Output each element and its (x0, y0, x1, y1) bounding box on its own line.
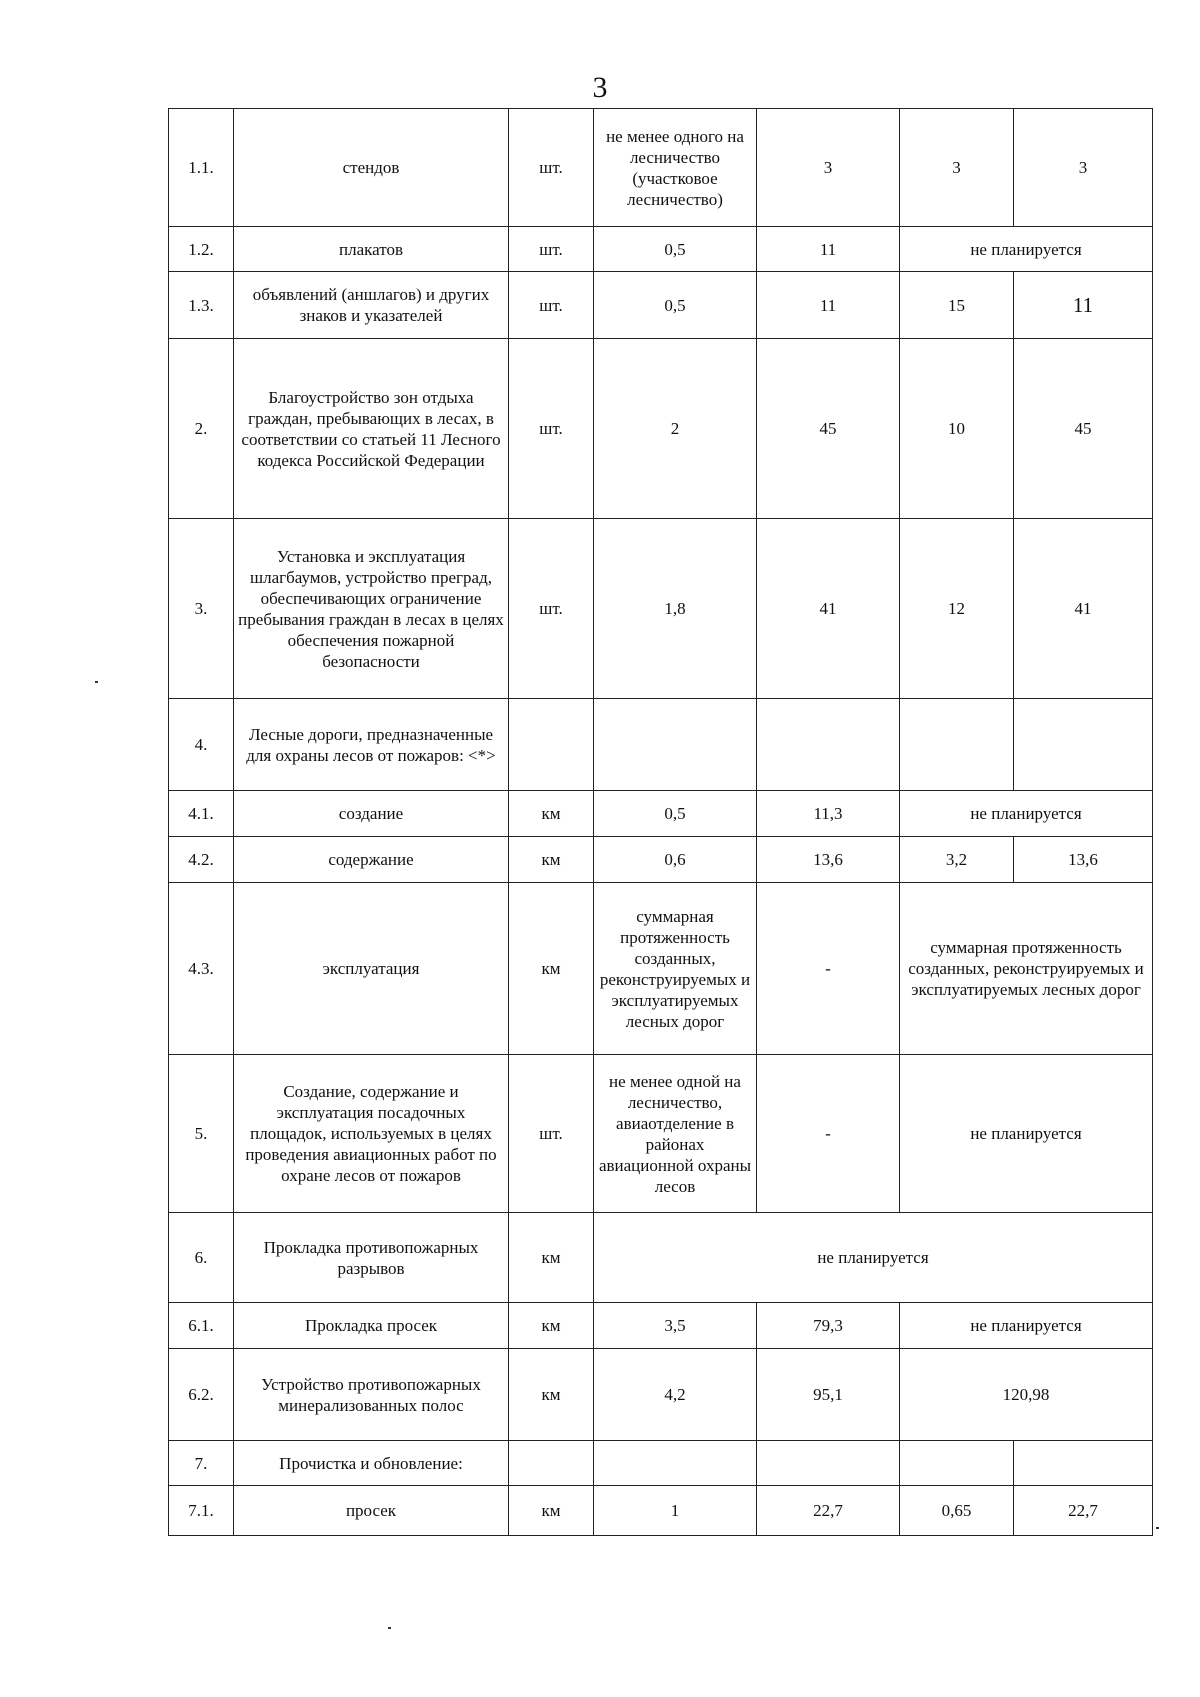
row-norm: 0,6 (594, 837, 757, 883)
row-unit: шт. (509, 1055, 594, 1213)
row-number: 1.1. (169, 109, 234, 227)
table-row (169, 1486, 1153, 1536)
row-unit (509, 699, 594, 791)
forest-measures-table (168, 108, 1153, 1536)
row-name: Прокладка просек (234, 1303, 509, 1349)
row-norm: 0,5 (594, 791, 757, 837)
row-value-3: 3 (1014, 109, 1153, 227)
table-row (169, 1213, 1153, 1303)
row-unit (509, 1441, 594, 1486)
row-norm (594, 699, 757, 791)
table-row (169, 699, 1153, 791)
table-row (169, 109, 1153, 227)
table-row (169, 1441, 1153, 1486)
row-name: Прокладка противопожарных разрывов (234, 1213, 509, 1303)
row-value-1: - (757, 883, 900, 1055)
row-number: 4.3. (169, 883, 234, 1055)
table-row (169, 519, 1153, 699)
row-unit: шт. (509, 519, 594, 699)
row-value-3: 41 (1014, 519, 1153, 699)
row-number: 1.2. (169, 227, 234, 272)
row-number: 7. (169, 1441, 234, 1486)
row-unit: км (509, 1486, 594, 1536)
row-value-2: 15 (900, 272, 1014, 339)
table-row (169, 1303, 1153, 1349)
row-value-1: 79,3 (757, 1303, 900, 1349)
row-unit: км (509, 1349, 594, 1441)
row-value-3: 45 (1014, 339, 1153, 519)
row-norm: 0,5 (594, 272, 757, 339)
row-name: Устройство противопожарных минерализованных полос (234, 1349, 509, 1441)
row-value-1: 3 (757, 109, 900, 227)
row-number: 1.3. (169, 272, 234, 339)
row-number: 4.1. (169, 791, 234, 837)
row-merged-value: не планируется (900, 1055, 1153, 1213)
row-norm: 1,8 (594, 519, 757, 699)
row-name: Создание, содержание и эксплуатация посадочных площадок, используемых в целях проведения авиационных работ по охране лесов от пожаров (234, 1055, 509, 1213)
scan-speck (388, 1627, 391, 1629)
row-value-1: 11 (757, 227, 900, 272)
row-norm: не менее одной на лесничество, авиаотделение в районах авиационной охраны лесов (594, 1055, 757, 1213)
row-value-1: 22,7 (757, 1486, 900, 1536)
row-name: просек (234, 1486, 509, 1536)
row-norm: 3,5 (594, 1303, 757, 1349)
row-number: 7.1. (169, 1486, 234, 1536)
table-row (169, 1349, 1153, 1441)
row-unit: шт. (509, 339, 594, 519)
row-merged-value: не планируется (900, 1303, 1153, 1349)
row-norm: не менее одного на лесничество (участковое лесничество) (594, 109, 757, 227)
row-name: Прочистка и обновление: (234, 1441, 509, 1486)
row-value-1: - (757, 1055, 900, 1213)
page-number: 3 (592, 71, 608, 104)
table-row (169, 272, 1153, 339)
row-merged-value: не планируется (900, 791, 1153, 837)
row-value-1: 95,1 (757, 1349, 900, 1441)
row-name: стендов (234, 109, 509, 227)
row-value-2 (900, 1441, 1014, 1486)
row-number: 6.1. (169, 1303, 234, 1349)
row-value-3: 13,6 (1014, 837, 1153, 883)
row-norm: суммарная протяженность созданных, реконструируемых и эксплуатируемых лесных дорог (594, 883, 757, 1055)
row-value-1 (757, 1441, 900, 1486)
row-value-1 (757, 699, 900, 791)
row-name: Лесные дороги, предназначенные для охраны лесов от пожаров: <*> (234, 699, 509, 791)
table-row (169, 837, 1153, 883)
row-name: создание (234, 791, 509, 837)
row-value-3: 11 (1014, 272, 1153, 339)
row-name: плакатов (234, 227, 509, 272)
row-name: Благоустройство зон отдыха граждан, пребывающих в лесах, в соответствии со статьей 11 Лесного кодекса Российской Федерации (234, 339, 509, 519)
row-unit: шт. (509, 272, 594, 339)
table-row (169, 227, 1153, 272)
row-value-2: 0,65 (900, 1486, 1014, 1536)
row-value-1: 41 (757, 519, 900, 699)
table-row (169, 1055, 1153, 1213)
row-number: 6. (169, 1213, 234, 1303)
row-norm: 1 (594, 1486, 757, 1536)
table-row (169, 883, 1153, 1055)
row-unit: шт. (509, 227, 594, 272)
row-value-3 (1014, 699, 1153, 791)
row-norm: 0,5 (594, 227, 757, 272)
row-value-3: 22,7 (1014, 1486, 1153, 1536)
table-row (169, 791, 1153, 837)
row-number: 4.2. (169, 837, 234, 883)
row-name: содержание (234, 837, 509, 883)
row-unit: км (509, 1303, 594, 1349)
row-value-1: 11 (757, 272, 900, 339)
row-name: Установка и эксплуатация шлагбаумов, устройство преград, обеспечивающих ограничение пребывания граждан в лесах в целях обеспечения пожарной безопасности (234, 519, 509, 699)
row-number: 3. (169, 519, 234, 699)
scan-speck (95, 681, 98, 683)
row-merged-value: суммарная протяженность созданных, реконструируемых и эксплуатируемых лесных дорог (900, 883, 1153, 1055)
row-value-2: 10 (900, 339, 1014, 519)
row-number: 6.2. (169, 1349, 234, 1441)
row-value-2: 3,2 (900, 837, 1014, 883)
row-value-2: 3 (900, 109, 1014, 227)
row-value-2: 12 (900, 519, 1014, 699)
row-value-1: 45 (757, 339, 900, 519)
row-norm: 4,2 (594, 1349, 757, 1441)
row-value-3 (1014, 1441, 1153, 1486)
scan-speck (1156, 1527, 1159, 1529)
row-value-2 (900, 699, 1014, 791)
row-unit: км (509, 791, 594, 837)
row-unit: км (509, 1213, 594, 1303)
row-name: эксплуатация (234, 883, 509, 1055)
row-merged-value: не планируется (900, 227, 1153, 272)
row-unit: км (509, 837, 594, 883)
table-row (169, 339, 1153, 519)
row-number: 5. (169, 1055, 234, 1213)
row-merged-value: 120,98 (900, 1349, 1153, 1441)
row-number: 2. (169, 339, 234, 519)
row-name: объявлений (аншлагов) и других знаков и указателей (234, 272, 509, 339)
row-norm (594, 1441, 757, 1486)
row-unit: шт. (509, 109, 594, 227)
row-value-1: 13,6 (757, 837, 900, 883)
row-merged-value: не планируется (594, 1213, 1153, 1303)
row-norm: 2 (594, 339, 757, 519)
row-unit: км (509, 883, 594, 1055)
row-value-1: 11,3 (757, 791, 900, 837)
row-number: 4. (169, 699, 234, 791)
